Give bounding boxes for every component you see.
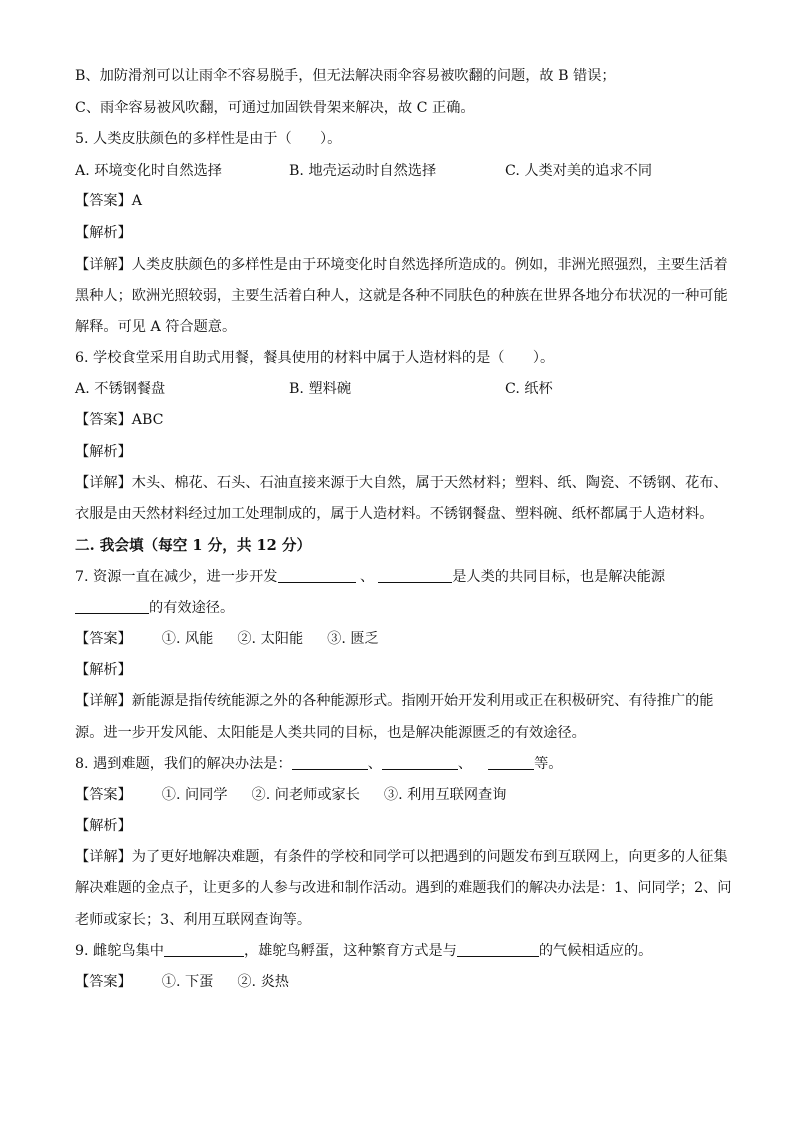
question-5: 5. 人类皮肤颜色的多样性是由于（ ）。 [75, 131, 342, 147]
q7-answer-1: ①. 风能 [161, 631, 214, 647]
q8-text-2: 、 [367, 756, 382, 772]
q6-analysis-label: 【解析】 [75, 444, 132, 460]
q7-answer-2: ②. 太阳能 [237, 631, 304, 647]
q7-blank-1 [278, 568, 356, 583]
q8-text-1: 8. 遇到难题，我们的解决办法是： [75, 756, 292, 772]
q7-text-4: 的有效途径。 [149, 600, 235, 616]
q7-detail-line-1: 【详解】新能源是指传统能源之外的各种能源形式。指刚开始开发利用或正在积极研究、有待推广的能 [75, 693, 714, 709]
q9-blank-1 [164, 942, 244, 957]
q5-detail-line-2: 黑种人；欧洲光照较弱，主要生活着白种人，这就是各种不同肤色的种族在世界各地分布状况的一种可能 [75, 288, 728, 304]
question-7-line-1 [75, 568, 665, 586]
q8-text-3: 、 [457, 756, 473, 772]
q7-text-3: 是人类的共同目标，也是解决能源 [452, 569, 666, 585]
q8-answer-2: ②. 问老师或家长 [251, 787, 360, 803]
q7-answer-label: 【答案】 [75, 631, 132, 647]
q6-detail-line-2: 衣服是由天然材料经过加工处理制成的，属于人造材料。不锈钢餐盘、塑料碗、纸杯都属于人造材料。 [75, 506, 714, 522]
q8-blank-1 [292, 755, 368, 770]
q7-analysis-label: 【解析】 [75, 662, 132, 678]
q6-option-b: B. 塑料碗 [289, 381, 352, 397]
section-2-heading: 二. 我会填（每空 1 分，共 12 分） [75, 537, 312, 554]
q8-detail-line-1: 【详解】为了更好地解决难题，有条件的学校和同学可以把遇到的问题发布到互联网上，向更多的人征集 [75, 849, 728, 865]
q9-answer-label: 【答案】 [75, 974, 132, 990]
question-7-line-2 [75, 599, 234, 617]
q8-blank-3 [488, 755, 534, 770]
q6-detail-line-1: 【详解】木头、棉花、石头、石油直接来源于大自然，属于天然材料；塑料、纸、陶瓷、不锈钢、花布、 [75, 475, 728, 491]
q7-blank-2 [378, 568, 452, 583]
q5-detail-line-1: 【详解】人类皮肤颜色的多样性是由于环境变化时自然选择所造成的。例如，非洲光照强烈，主要生活着 [75, 257, 728, 273]
q7-detail-line-2: 源。进一步开发风能、太阳能是人类共同的目标，也是解决能源匮乏的有效途径。 [75, 725, 586, 741]
q5-option-a: A. 环境变化时自然选择 [75, 163, 222, 179]
q7-answer [75, 630, 379, 648]
explanation-option-b: B、加防滑剂可以让雨伞不容易脱手，但无法解决雨伞容易被吹翻的问题，故 B 错误； [75, 68, 616, 84]
q8-blank-2 [382, 755, 458, 770]
q5-option-c: C. 人类对美的追求不同 [505, 163, 653, 179]
q9-blank-2 [457, 942, 539, 957]
q7-text-2: 、 [360, 569, 375, 585]
q7-answer-3: ③. 匮乏 [327, 631, 379, 647]
q7-blank-3 [75, 599, 149, 614]
explanation-option-c: C、雨伞容易被风吹翻，可通过加固铁骨架来解决，故 C 正确。 [75, 100, 475, 116]
q5-detail-line-3: 解释。可见 A 符合题意。 [75, 319, 237, 335]
q9-answer [75, 973, 289, 991]
q9-answer-1: ①. 下蛋 [161, 974, 214, 990]
q5-analysis-label: 【解析】 [75, 225, 132, 241]
q6-option-a: A. 不锈钢餐盘 [75, 381, 166, 397]
q5-answer: 【答案】A [75, 193, 142, 209]
q9-answer-2: ②. 炎热 [237, 974, 289, 990]
q8-answer-label: 【答案】 [75, 787, 132, 803]
q8-analysis-label: 【解析】 [75, 818, 132, 834]
q6-answer: 【答案】ABC [75, 412, 164, 428]
q7-text-1: 7. 资源一直在减少，进一步开发 [75, 569, 278, 585]
q5-option-b: B. 地壳运动时自然选择 [289, 163, 437, 179]
q8-detail-line-2: 解决难题的金点子，让更多的人参与改进和制作活动。遇到的难题我们的解决办法是：1、问同学；2、问 [75, 880, 732, 896]
q8-answer-1: ①. 问同学 [161, 787, 228, 803]
q9-text-1: 9. 雌鸵鸟集中 [75, 943, 164, 959]
q8-text-4: 等。 [534, 756, 563, 772]
q9-text-3: 的气候相适应的。 [538, 943, 653, 959]
q8-answer [75, 786, 506, 804]
q8-detail-line-3: 老师或家长；3、利用互联网查询等。 [75, 912, 312, 928]
question-6: 6. 学校食堂采用自助式用餐，餐具使用的材料中属于人造材料的是（ ）。 [75, 350, 555, 366]
question-8 [75, 755, 562, 773]
question-9 [75, 942, 652, 960]
q9-text-2: ，雄鸵鸟孵蛋，这种繁育方式是与 [243, 943, 457, 959]
q6-option-c: C. 纸杯 [505, 381, 553, 397]
q8-answer-3: ③. 利用互联网查询 [383, 787, 507, 803]
